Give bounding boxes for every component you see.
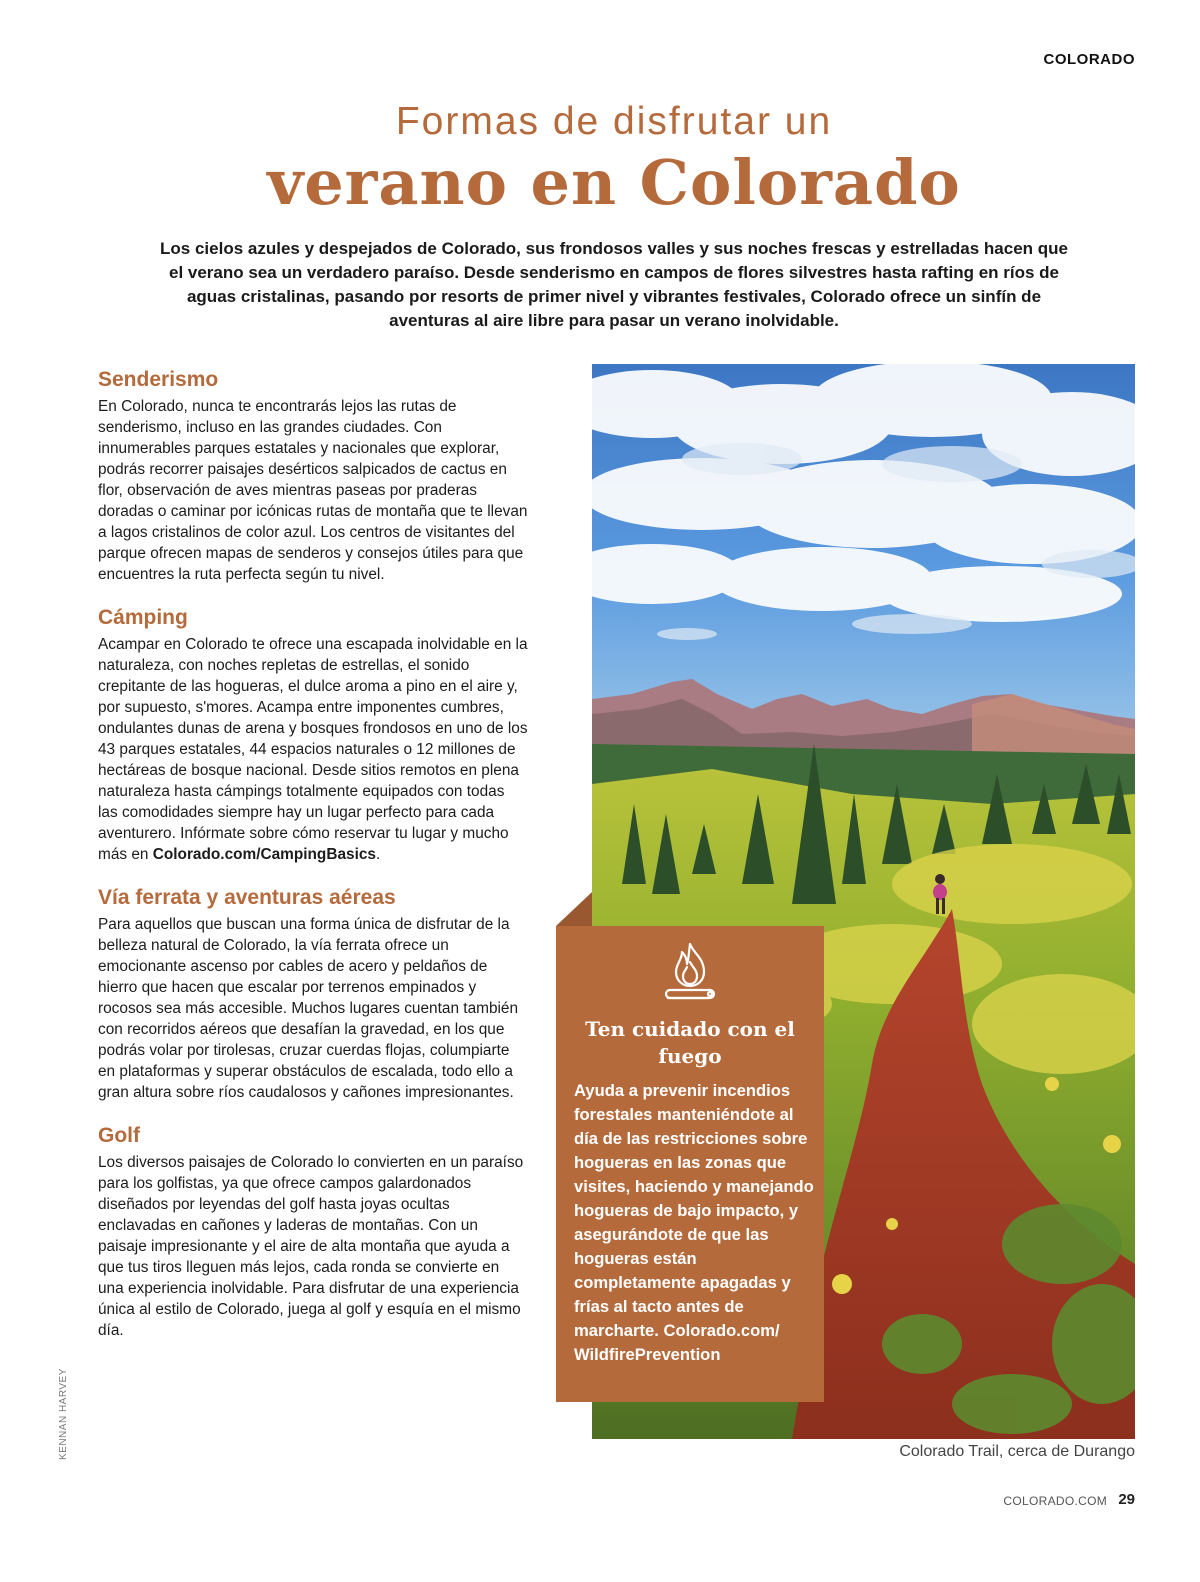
photo-credit: KENNAN HARVEY xyxy=(58,1368,69,1460)
section-heading: Golf xyxy=(98,1124,140,1147)
intro-paragraph: Los cielos azules y despejados de Colorado, sus frondosos valles y sus noches frescas y estrelladas hacen que el verano sea un verdadero paraíso. Desde senderismo en campos de flores silvestres hasta rafting en ríos de aguas cristalinas, pasando por resorts de primer nivel y vibrantes festivales, Colorado ofrece un sinfín de aventuras al aire libre para pasar un verano inolvidable. xyxy=(160,239,1068,330)
footer-site: COLORADO.COM xyxy=(1003,1494,1107,1508)
photo-caption: Colorado Trail, cerca de Durango xyxy=(899,1443,1135,1460)
fire-callout-title: Ten cuidado con el fuego xyxy=(585,1017,795,1068)
section-senderismo xyxy=(98,366,528,585)
section-body: Los diversos paisajes de Colorado lo convierten en un paraíso para los golfistas, ya que ofrece campos galardonados diseñados por leyendas del golf hasta joyas ocultas enclavadas en cañones y laderas de montañas. Con un paisaje impresionante y el aire de alta montaña que ayuda a que tus tiros lleguen más lejos, cada ronda se convierte en una experiencia inolvidable. Para disfrutar de una experiencia única al estilo de Colorado, juega al golf y esquía en el mismo día. xyxy=(98,1154,524,1339)
camping-link[interactable]: Colorado.com/CampingBasics xyxy=(152,846,376,863)
section-camping xyxy=(98,604,528,865)
section-body: En Colorado, nunca te encontrarás lejos las rutas de senderismo, incluso en las grandes ciudades. Con innumerables parques estatales y nacionales que explorar, podrás recorrer paisajes desérticos salpicados de cactus en flor, observación de aves mientras paseas por praderas doradas o caminar por icónicas rutas de montaña que te llevan a lagos cristalinos de color azul. Los centros de visitantes del parque ofrecen mapas de senderos y consejos útiles para que encuentres la ruta perfecta según tu nivel. xyxy=(98,398,528,583)
section-body-text: Acampar en Colorado te ofrece una escapada inolvidable en la naturaleza, con noches repletas de estrellas, el sonido crepitante de las hogueras, el dulce aroma a pino en el aire y, por supuesto, s'mores. Acampa entre imponentes cumbres, ondulantes dunas de arena y bosques frondosos en uno de los 43 parques estatales, 44 espacios naturales o 12 millones de hectáreas de bosque nacional. Desde sitios remotos en plena naturaleza hasta cámpings totalmente equipados con todas las comodidades siempre hay un lugar perfecto para cada aventurero. Infórmate sobre cómo reservar tu lugar y mucho más en xyxy=(98,636,528,863)
section-body: Para aquellos que buscan una forma única de disfrutar de la belleza natural de Colorado, la vía ferrata ofrece un emocionante ascenso por cables de acero y peldaños de hierro que hacen que escalar por terrenos empinados y rocosos sea más accesible. Muchos lugares cuentan también con recorridos aéreos que desafían la gravedad, en los que podrás volar por tirolesas, cruzar cuerdas flojas, columpiarte en plataformas y superar obstáculos de escalada, todo ello a gran altura sobre ríos caudalosos y cañones impresionantes. xyxy=(98,916,519,1101)
callout-fold xyxy=(556,892,592,926)
page-title-line2: verano en Colorado xyxy=(267,146,961,219)
section-body xyxy=(98,634,528,865)
fire-callout-text: Ayuda a prevenir incendios forestales manteniéndote al día de las restricciones sobre hogueras en las zonas que visites, haciendo y manejando hogueras de bajo impacto, y asegurándote de que las hogueras están completamente apagadas y frías al tacto antes de marcharte. Colorado.com/ WildfirePrevention xyxy=(574,1081,814,1364)
section-via-ferrata xyxy=(98,884,528,1103)
section-heading: Cámping xyxy=(98,606,188,629)
article-column xyxy=(98,366,528,1360)
page-number: 29 xyxy=(1118,1491,1135,1508)
campfire-icon xyxy=(660,940,720,1004)
section-heading: Senderismo xyxy=(98,368,219,391)
page-title-line1: Formas de disfrutar un xyxy=(395,100,833,143)
fire-safety-callout xyxy=(556,926,824,1402)
section-body-tail: . xyxy=(375,846,381,863)
section-golf xyxy=(98,1122,528,1341)
section-tag: COLORADO xyxy=(1043,51,1135,68)
section-heading: Vía ferrata y aventuras aéreas xyxy=(98,886,396,909)
